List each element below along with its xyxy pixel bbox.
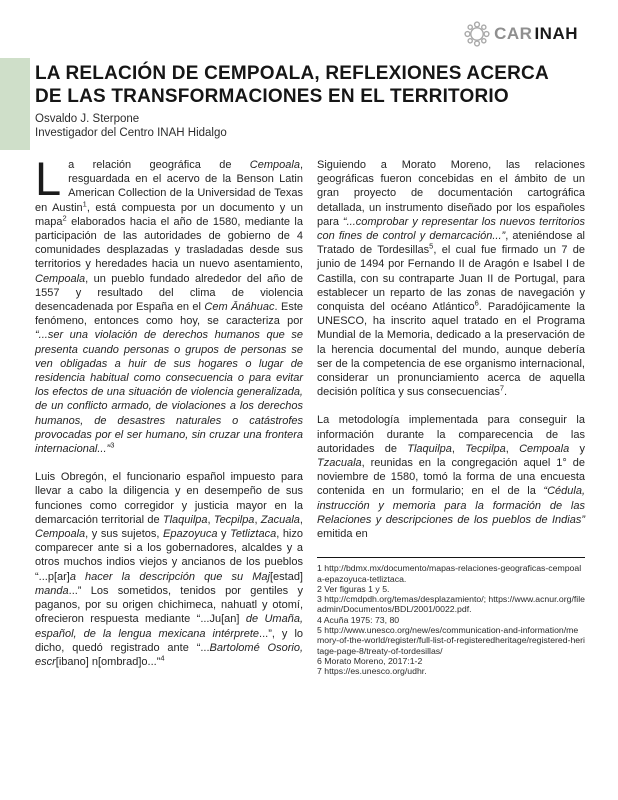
author-name: Osvaldo J. Sterpone <box>35 113 140 125</box>
footnote-list <box>317 563 585 676</box>
rosette-icon <box>462 19 492 49</box>
paragraph: La metodología implementada para conseguir la información durante la comparecencia de las autoridades de Tlaquilpa, Tecpilpa, Cempoala y Tzacuala, reunidas en la congregación aquel 1° de noviembre de 1580, tomó la forma de una encuesta contenida en un formulario; en el de la “Cédula, instrucción y memoria para la formación de las Relaciones y descripciones de los pueblos de Indias” emitida en <box>317 414 585 541</box>
right-column <box>317 158 585 677</box>
page-header <box>0 0 618 52</box>
footnotes-block <box>317 557 585 676</box>
author-affiliation: Investigador del Centro INAH Hidalgo <box>35 126 227 139</box>
footnote-rule <box>317 557 585 558</box>
paragraph: La relación geográfica de Cempoala, resguardada en el acervo de la Benson Latin American Collection de la Universidad de Texas en Austin$^1$, está compuesta por un documento y un mapa$^2$ elaborados hacia el año de 1580, mediante la participación de las autoridades de gobierno de 4 comunidades desplazadas y trasladadas desde sus territorios y heredades hacia un nuevo asentamiento, Cempoala, un pueblo fundado alrededor del año de 1557 y resultado del clima de violencia desencadenada por España en el Cem Ānáhuac. Este fenómeno, entonces como hoy, se caracteriza por “...ser una violación de derechos humanos que se presenta cuando personas o grupos de personas se ven obligadas a huir de sus hogares o lugar de residencia habitual como consecuencia o para evitar los efectos de una situación de violencia generalizada, de un conflicto armado, de violaciones a los derechos humanos, de desastres naturales o catástrofes provocadas por el ser humano, sin cruzar una frontera internacional...”$^3$ <box>35 152 304 456</box>
footnote: 4 Acuña 1975: 73, 80 <box>317 614 400 625</box>
title-block <box>0 58 618 150</box>
paragraph: Luis Obregón, el funcionario español impuesto para llevar a cabo la diligencia y en desempeño de sus funciones como corregidor y justicia mayor en la demarcación territorial de Tlaquilpa, Tecpilpa, Zacuala, Cempoala, y sus sujetos, Epazoyuca y Tetliztaca, hizo comparecer ante si a los gobernadores, alcaldes y a otros muchos indios viejos y ancianos de los pueblos “...p[ar]a hacer la descripción que su Maj[estad] manda...” Los sometidos, tenidos por gentiles y paganos, por su origen chichimeca, nahuatl y otomí, ofrecieron respuesta mediante “...Ju[an] de Umaña, español, de la lengua mexicana intérprete...”, y lo dicho, quedó registrado ante “...Bartolomé Osorio, escr[ibano] n[ombrad]o...”$^4$ <box>35 471 304 668</box>
logo-text-inah: INAH <box>534 24 578 43</box>
right-column-paragraphs <box>317 158 585 541</box>
title-line-2: DE LAS TRANSFORMACIONES EN EL TERRITORIO <box>35 86 509 107</box>
left-column <box>35 152 304 677</box>
footnote: 7 https://es.unesco.org/udhr. <box>317 666 427 677</box>
title-accent-bar <box>0 58 30 150</box>
footnote: 3 http://cmdpdh.org/temas/desplazamiento/; https://www.acnur.org/fileadmin/Documentos/BDL/2001/0022.pdf. <box>317 594 586 615</box>
drop-cap: L <box>35 152 62 205</box>
title-line-1: LA RELACIÓN DE CEMPOALA, REFLEXIONES ACERCA <box>35 63 549 84</box>
paragraph: Siguiendo a Morato Moreno, las relaciones geográficas fueron concebidas en el ámbito de un gran proyecto de documentación cartográfica detallada, un instrumento diseñado por los españoles para “...comprobar y representar los nuevos territorios con fines de control y demarcación...”, ateniéndose al Tratado de Tordesillas$^5$, el cual fue firmado un 7 de junio de 1494 por Fernando II de Aragón e Isabel I de Castilla, con su contraparte Juan II de Portugal, para establecer un reparto de las zonas de navegación y conquista del océano Atlántico$^6$. Paradójicamente la UNESCO, ha inscrito aquel tratado en el Programa Mundial de la Memoria, dedicado a la preservación de la herencia documental del mundo, aunque debería ser de la competencia de ese organismo internacional, considerar un pronunciamiento acerca de aquella decisión política y sus consecuencias$^7$. <box>317 159 586 399</box>
page-title <box>35 62 588 108</box>
logo-text-car: CAR <box>494 24 533 43</box>
logo <box>462 19 578 49</box>
footnote: 1 http://bdmx.mx/documento/mapas-relaciones-geograficas-cempoala-epazoyuca-tetliztaca. <box>317 563 582 584</box>
footnote: 2 Ver figuras 1 y 5. <box>317 583 390 594</box>
footnote: 6 Morato Moreno, 2017:1-2 <box>317 655 423 666</box>
article-body <box>0 150 618 677</box>
footnote: 5 http://www.unesco.org/new/es/communication-and-information/memory-of-the-world/register/full-list-of-registeredheritage/registered-heritage-page-8/treaty-of-tordesillas/ <box>317 625 585 656</box>
